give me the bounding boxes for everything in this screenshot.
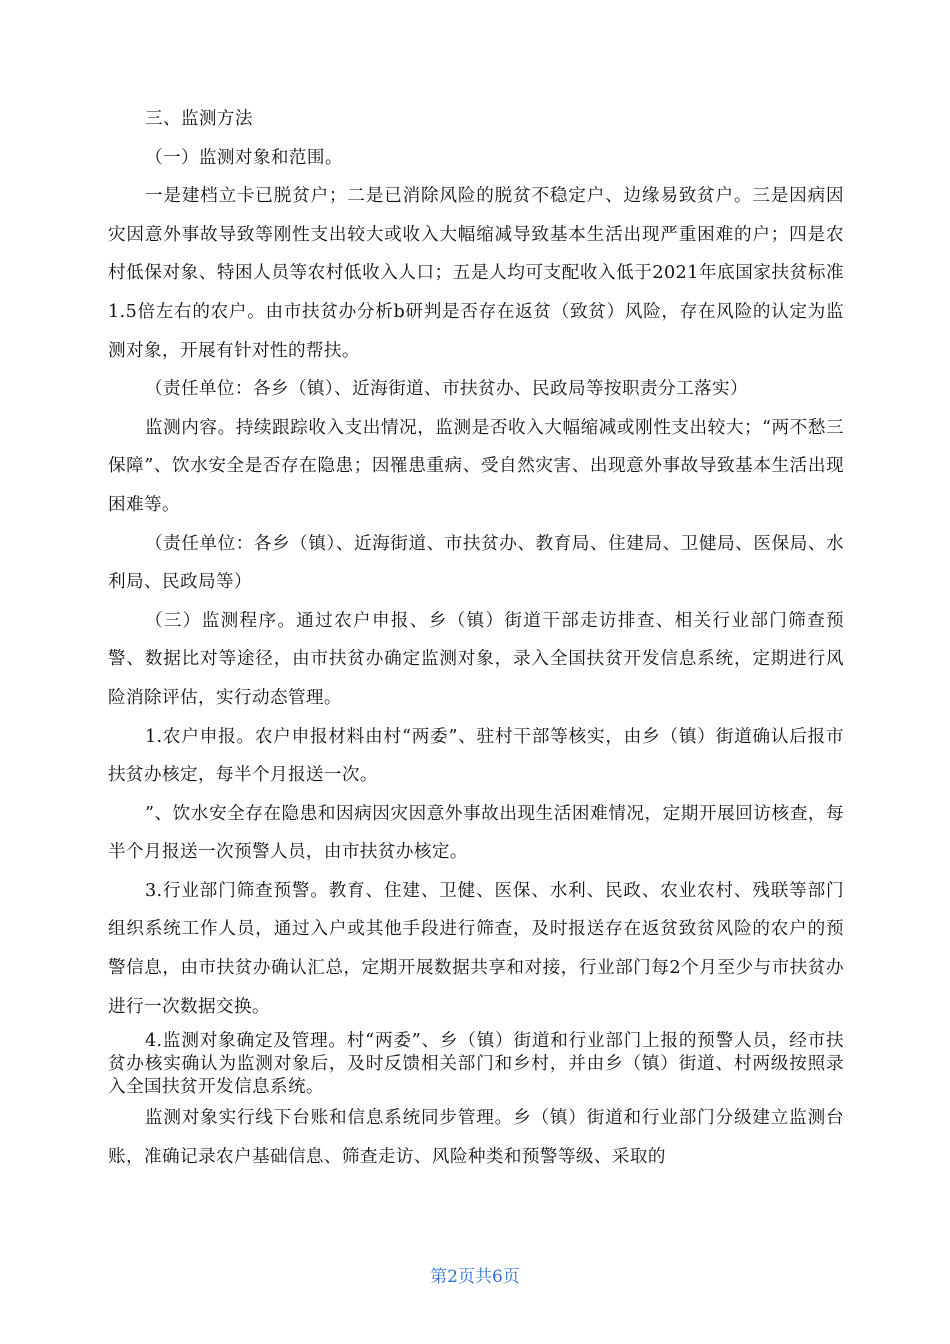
section-heading: 三、监测方法 (144, 109, 253, 129)
paragraph-responsible-units-1: （责任单位：各乡（镇）、近海街道、市扶贫办、民政局等按职责分工落实） (144, 379, 748, 400)
paragraph-ledger-management: 监测对象实行线下台账和信息系统同步管理。乡（镇）街道和行业部门分级建立监测台账，准确记录农户基础信息、筛查走访、风险种类和预警等级、采取的 (108, 1108, 844, 1167)
paragraph-monitoring-content: 监测内容。持续跟踪收入支出情况，监测是否收入大幅缩减或刚性支出较大；“两不愁三保障”、饮水安全是否存在隐患；因罹患重病、受自然灾害、出现意外事故导致基本生活出现困难等。 (108, 417, 844, 515)
paragraph-monitoring-procedure: （三）监测程序。通过农户申报、乡（镇）街道干部走访排查、相关行业部门筛查预警、数据比对等途径，由市扶贫办确定监测对象，录入全国扶贫开发信息系统，定期进行风险消除评估，实行动态管理。 (108, 610, 844, 708)
paragraph-monitoring-targets: 一是建档立卡已脱贫户；二是已消除风险的脱贫不稳定户、边缘易致贫户。三是因病因灾因意外事故导致等刚性支出较大或收入大幅缩减导致基本生活出现严重困难的户；四是农村低保对象、特困人员等农村低收入人口；五是人均可支配收入低于2021年底国家扶贫标准1.5倍左右的农户。由市扶贫办分析b研判是否存在返贫（致贫）风险，存在风险的认定为监测对象，开展有针对性的帮扶。 (108, 186, 844, 361)
document-body (108, 100, 844, 1176)
paragraph-responsible-units-2: （责任单位：各乡（镇）、近海街道、市扶贫办、教育局、住建局、卫健局、医保局、水利局、民政局等） (108, 533, 844, 593)
paragraph-industry-screening: 3.行业部门筛查预警。教育、住建、卫健、医保、水利、民政、农业农村、残联等部门组织系统工作人员，通过入户或其他手段进行筛查，及时报送存在返贫致贫风险的农户的预警信息，由市扶贫办确认汇总，定期开展数据共享和对接，行业部门每2个月至少与市扶贫办进行一次数据交换。 (108, 880, 844, 1017)
subsection-heading: （一）监测对象和范围。 (144, 147, 343, 168)
paragraph-target-management: 4.监测对象确定及管理。村“两委”、乡（镇）街道和行业部门上报的预警人员，经市扶贫办核实确认为监测对象后，及时反馈相关部门和乡村，并由乡（镇）街道、村两级按照录入全国扶贫开发信息系统。 (108, 1031, 844, 1098)
page-number: 第2页共6页 (430, 1267, 520, 1287)
paragraph-farmer-declaration: 1.农户申报。农户申报材料由村“两委”、驻村干部等核实，由乡（镇）街道确认后报市扶贫办核定，每半个月报送一次。 (108, 726, 844, 786)
paragraph-revisit-check: ”、饮水安全存在隐患和因病因灾因意外事故出现生活困难情况，定期开展回访核查，每半个月报送一次预警人员，由市扶贫办核定。 (108, 803, 844, 863)
